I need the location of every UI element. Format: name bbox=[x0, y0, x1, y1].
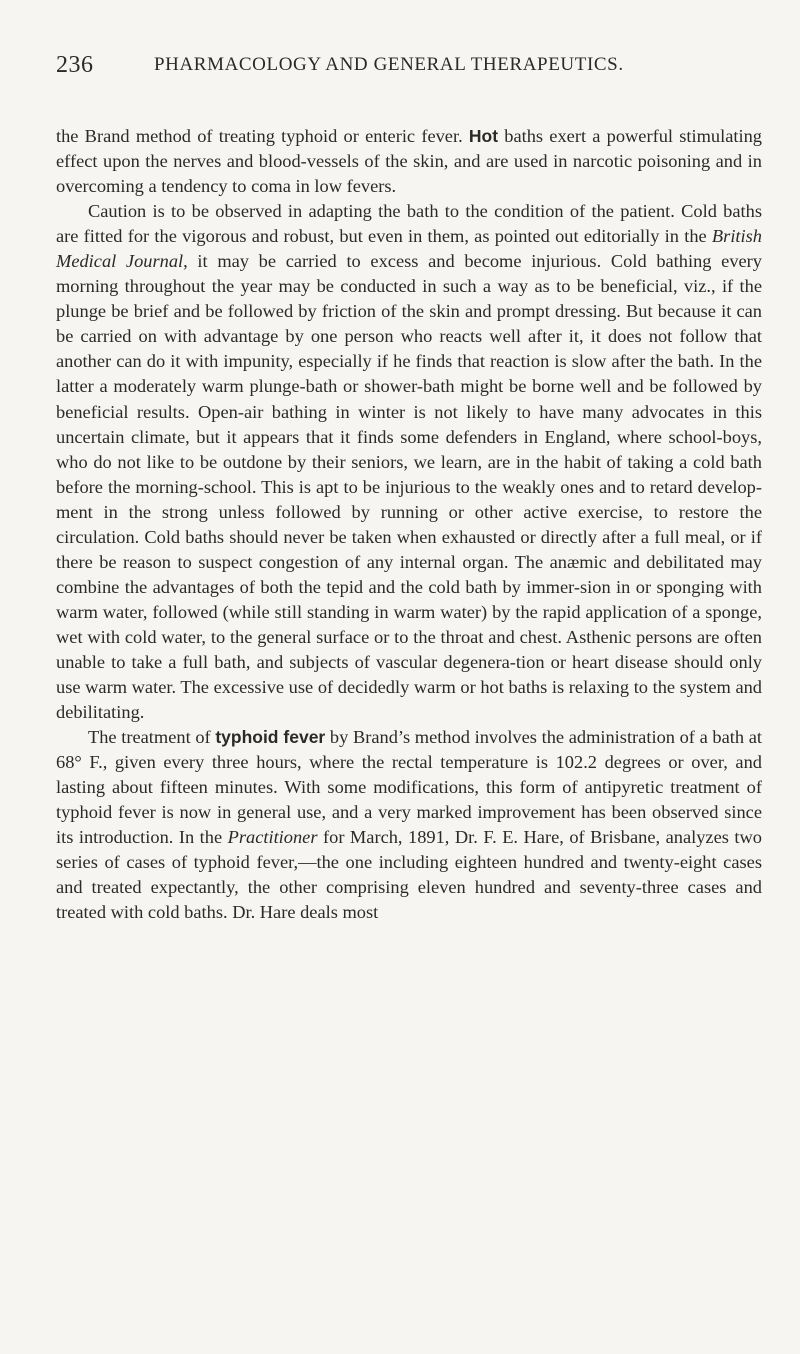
keyword-typhoid-fever: typhoid fever bbox=[215, 727, 326, 748]
paragraph-3-text-1: The treatment of bbox=[88, 727, 216, 748]
keyword-hot: Hot bbox=[468, 126, 499, 146]
journal-practitioner: Practitioner bbox=[227, 827, 318, 848]
running-head: PHARMACOLOGY AND GENERAL THERAPEUTICS. bbox=[154, 54, 624, 75]
paragraph-3-text-2: by Brand’s method involves the administration of a bath at 68° F., given every three hours, where the rectal temperature is 102.2 degrees or over, and lasting about fifteen minutes. With some modifications, this form of antipyretic treatment of typhoid fever is now in general use, and a very marked improvement has been observed since its introduction. In the bbox=[56, 727, 762, 848]
paragraph-1 bbox=[56, 124, 762, 199]
journal-title: British Medical Journal bbox=[56, 226, 762, 272]
paragraph-3 bbox=[56, 725, 762, 925]
page-header bbox=[56, 52, 760, 92]
paragraph-2-text-1: Caution is to be observed in adapting the bath to the condition of the patient. Cold baths are fitted for the vigorous and robust, but even in them, as pointed out editorially in the bbox=[56, 201, 762, 247]
paragraph-1-text-1: the Brand method of treating typhoid or enteric fever. bbox=[56, 126, 469, 146]
paragraph-2-text-2: , it may be carried to excess and become injurious. Cold bathing every morning throughout the year may be conducted in such a way as to be beneficial, viz., if the plunge be brief and be followed by friction of the skin and prompt dressing. But because it can be carried on with advantage by one person who reacts well after it, it does not follow that another can do it with impunity, especially if he finds that reaction is slow after the bath. In the latter a moderately warm plunge-bath or shower-bath might be borne well and be followed by beneficial results. Open-air bathing in winter is not likely to have many advocates in this uncertain climate, but it appears that it finds some defenders in England, where school-boys, who do not like to be outdone by their seniors, we learn, are in the habit of taking a cold bath before the morning-school. This is apt to be injurious to the weakly ones and to retard develop-ment in the strong unless followed by running or other active exercise, to restore the circulation. Cold baths should never be taken when exhausted or directly after a full meal, or if there be reason to suspect congestion of any internal organ. The anæmic and debilitated may combine the advantages of both the tepid and the cold bath by immer-sion in or sponging with warm water, followed (while still standing in warm water) by the rapid application of a sponge, wet with cold water, to the general surface or to the throat and chest. Asthenic persons are often unable to take a full bath, and subjects of vascular degenera-tion or heart disease should only use warm water. The excessive use of decidedly warm or hot baths is relaxing to the system and debilitating. bbox=[56, 251, 762, 723]
paragraph-2 bbox=[56, 199, 762, 725]
paragraph-1-text-2: baths exert a powerful stimulating effect upon the nerves and blood-vessels of the skin, and are used in narcotic poisoning and in overcoming a tendency to coma in low fevers. bbox=[56, 126, 762, 197]
page-number: 236 bbox=[56, 52, 94, 78]
paragraph-3-text-3: for March, 1891, Dr. F. E. Hare, of Brisbane, analyzes two series of cases of typhoid fever,—the one including eighteen hundred and twenty-eight cases and treated expectantly, the other comprising eleven hundred and seventy-three cases and treated with cold baths. Dr. Hare deals most bbox=[56, 827, 762, 923]
body-text bbox=[56, 124, 762, 926]
